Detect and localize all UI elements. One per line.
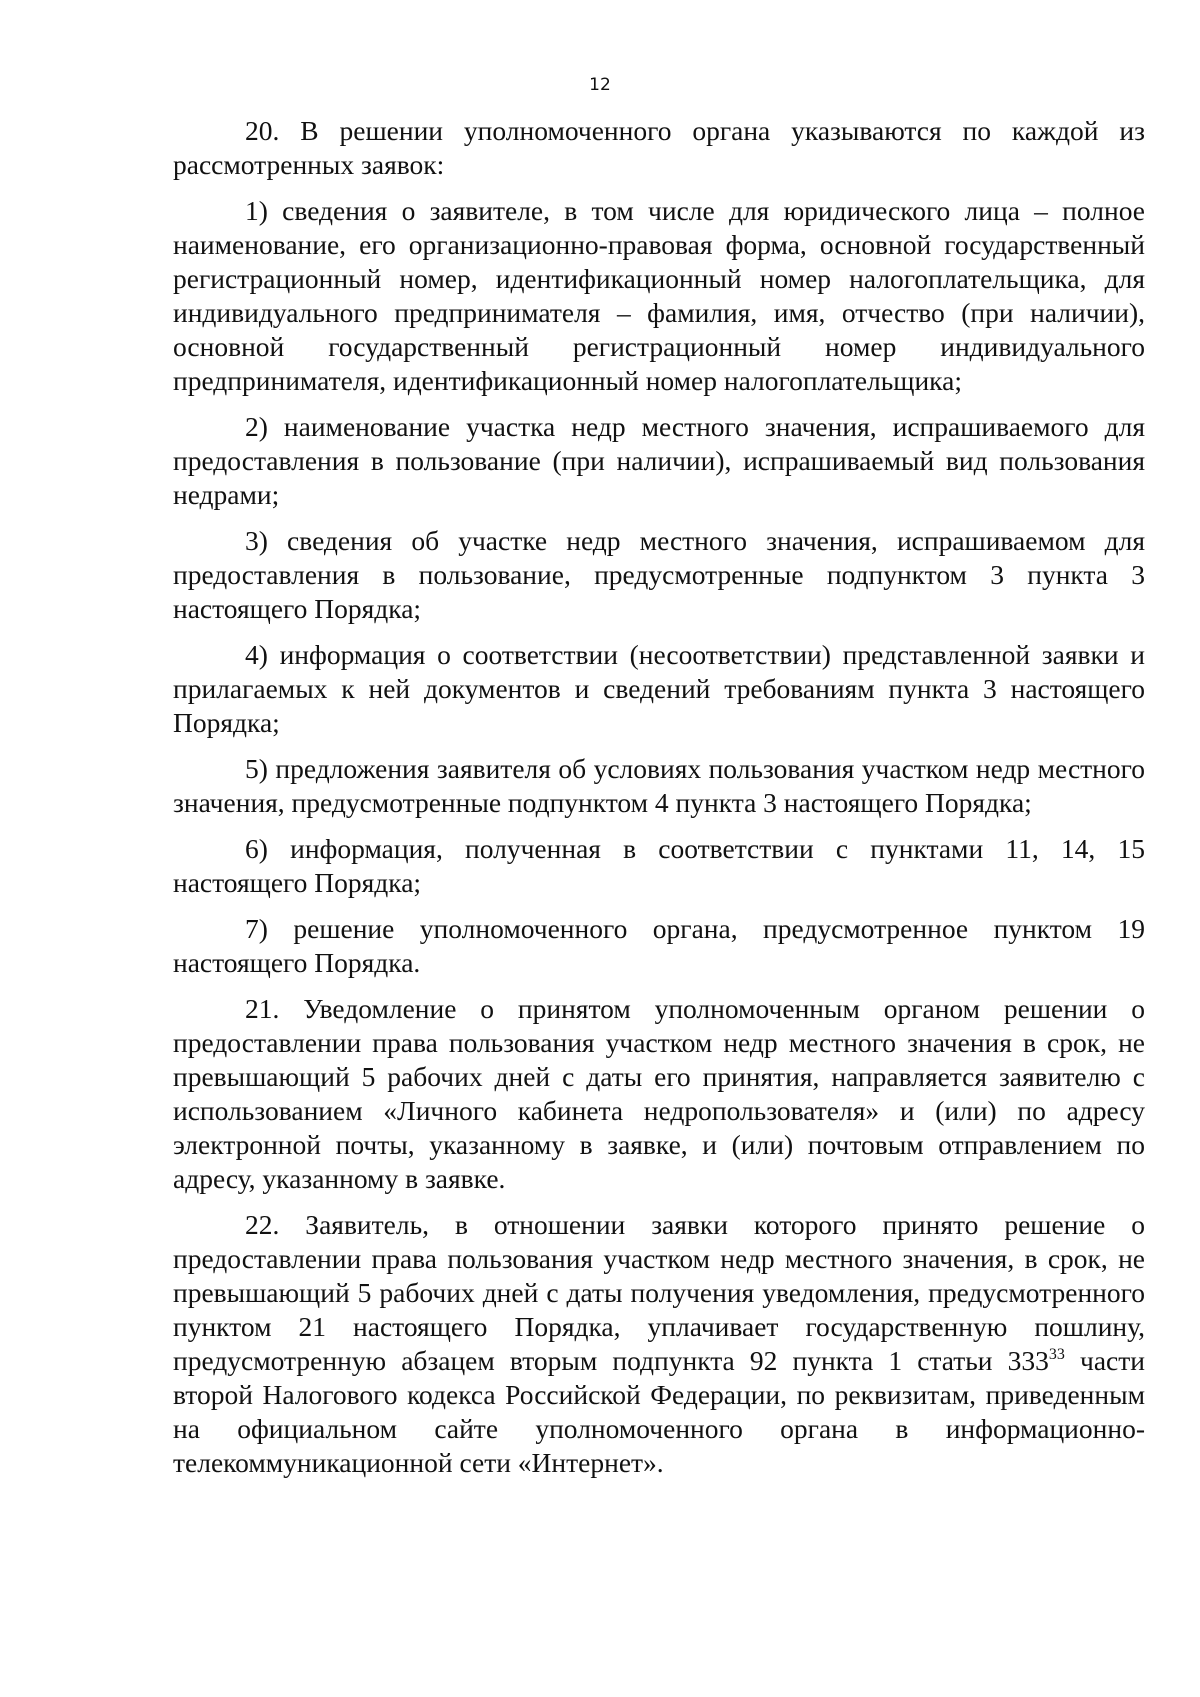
paragraph-22-text-start: 22. Заявитель, в отношении заявки которого принято решение о предоставлении права пользования участком недр местного значения, в срок, не превышающий 5 рабочих дней с даты получения уведомления, предусмотренного пунктом 21 настоящего Порядка, уплачивает государственную пошлину, предусмотренную абзацем вторым подпункта 92 пункта 1 статьи 333 [173,1209,1145,1376]
paragraph-21: 21. Уведомление о принятом уполномоченным органом решении о предоставлении права пользования участком недр местного значения в срок, не превышающий 5 рабочих дней с даты его принятия, направляется заявителю с использованием «Личного кабинета недропользователя» и (или) по адресу электронной почты, указанному в заявке, и (или) почтовым отправлением по адресу, указанному в заявке. [173,993,1145,1194]
paragraph-20-item-2: 2) наименование участка недр местного значения, испрашиваемого для предоставления в пользование (при наличии), испрашиваемый вид пользования недрами; [173,411,1145,510]
paragraph-20: 20. В решении уполномоченного органа указываются по каждой из рассмотренных заявок: [173,115,1145,180]
paragraph-20-item-1: 1) сведения о заявителе, в том числе для юридического лица – полное наименование, его организационно-правовая форма, основной государственный регистрационный номер, идентификационный номер налогоплательщика, для индивидуального предпринимателя – фамилия, имя, отчество (при наличии), основной государственный регистрационный номер индивидуального предпринимателя, идентификационный номер налогоплательщика; [173,195,1145,396]
paragraph-22 [173,1208,1145,1480]
paragraph-20-item-5: 5) предложения заявителя об условиях пользования участком недр местного значения, предусмотренные подпунктом 4 пункта 3 настоящего Порядка; [173,753,1145,818]
paragraph-20-item-7: 7) решение уполномоченного органа, предусмотренное пунктом 19 настоящего Порядка. [173,913,1145,978]
paragraph-20-item-6: 6) информация, полученная в соответствии с пунктами 11, 14, 15 настоящего Порядка; [173,833,1145,898]
paragraph-20-item-3: 3) сведения об участке недр местного значения, испрашиваемом для предоставления в пользование, предусмотренные подпунктом 3 пункта 3 настоящего Порядка; [173,525,1145,624]
page-number: 12 [589,75,611,95]
article-superscript: 33 [1048,1346,1065,1363]
document-body [173,114,1145,1492]
paragraph-22-text-end: части второй Налогового кодекса Российской Федерации, по реквизитам, приведенным на официальном сайте уполномоченного органа в информационно-телекоммуникационной сети «Интернет». [173,1345,1145,1478]
paragraph-20-item-4: 4) информация о соответствии (несоответствии) представленной заявки и прилагаемых к ней документов и сведений требованиям пункта 3 настоящего Порядка; [173,639,1145,738]
